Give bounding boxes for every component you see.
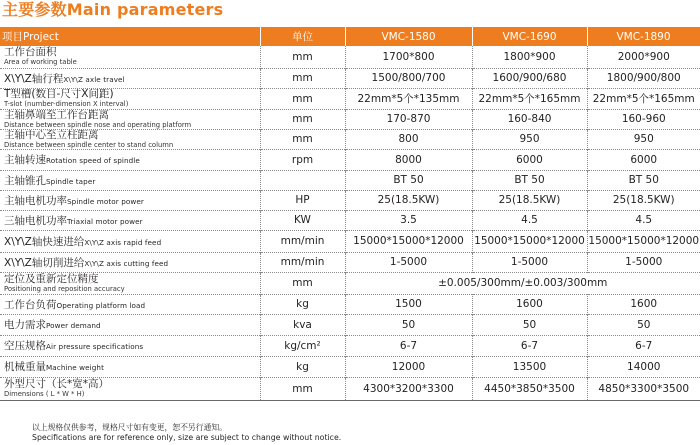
param-name-zh: 定位及重新定位精度 [4, 272, 99, 285]
param-name-en: Dimensions ( L * W * H) [4, 390, 85, 398]
table-row [0, 170, 700, 190]
param-name [0, 88, 260, 109]
param-name-en: Rotation speed of spindle [46, 156, 140, 165]
param-name-zh: 外型尺寸（长*宽*高） [4, 378, 109, 390]
table-row [0, 210, 700, 230]
param-unit: mm [260, 129, 345, 149]
param-name [0, 149, 260, 170]
table-row [0, 230, 700, 252]
param-unit: mm [260, 377, 345, 400]
param-value: 1600/900/680 [472, 68, 587, 88]
param-name-zh: 三轴电机功率 [4, 214, 67, 227]
param-name-en: X\Y\Z axis cutting feed [84, 258, 169, 268]
param-name-en: X\Y\Z axis rapid feed [84, 237, 162, 247]
param-value: 1600 [587, 294, 700, 314]
param-unit: mm [260, 109, 345, 129]
param-unit: HP [260, 190, 345, 210]
table-row [0, 294, 700, 314]
param-name [0, 190, 260, 210]
table-row [0, 335, 700, 356]
param-name [0, 272, 260, 294]
param-value: 6-7 [472, 335, 587, 356]
param-value: 1500 [345, 294, 472, 314]
param-value: 170-870 [345, 109, 472, 129]
table-row [0, 109, 700, 129]
param-value: 15000*15000*12000 [345, 230, 472, 252]
param-value: 6000 [587, 149, 700, 170]
param-value: 950 [587, 129, 700, 149]
param-unit: rpm [260, 149, 345, 170]
param-value: 1700*800 [345, 46, 472, 68]
param-value: 15000*15000*12000 [472, 230, 587, 252]
param-name-en: Positioning and reposition accuracy [4, 284, 125, 293]
param-name-zh: 机械重量 [4, 361, 46, 373]
param-name [0, 46, 260, 68]
param-name-zh: T型槽(数目-尺寸X间距) [4, 88, 114, 100]
table-row [0, 314, 700, 335]
param-unit: mm [260, 272, 345, 294]
param-value: 6000 [472, 149, 587, 170]
param-name-en: Distance between spindle center to stand column [4, 140, 174, 149]
param-unit: mm/min [260, 230, 345, 252]
param-name-en: T-slot (number-dimension X interval) [4, 100, 129, 108]
param-name-en: Distance between spindle nose and operating platform [4, 120, 192, 129]
param-value: 1-5000 [587, 252, 700, 272]
param-name [0, 377, 260, 400]
param-name-zh: 空压规格 [4, 340, 46, 352]
param-name-zh: 工作台面积 [4, 46, 57, 59]
param-name-en: Power demand [46, 321, 101, 330]
header-model: VMC-1890 [587, 27, 700, 46]
note-en: Specifications are for reference only, size are subject to change without notice. [32, 433, 342, 442]
param-name-zh: 主轴鼻端至工作台距离 [4, 109, 109, 121]
table-row [0, 272, 700, 294]
note-zh: 以上规格仅供参考，规格尺寸如有变更，恕不另行通知。 [32, 423, 227, 432]
param-value: 6-7 [345, 335, 472, 356]
param-value: 1-5000 [472, 252, 587, 272]
table-row [0, 68, 700, 88]
table-row [0, 46, 700, 68]
param-value: 6-7 [587, 335, 700, 356]
param-name [0, 170, 260, 190]
param-value: 4450*3850*3500 [472, 377, 587, 400]
param-value: 50 [472, 314, 587, 335]
param-name [0, 109, 260, 129]
param-name-en: Spindle taper [46, 176, 96, 186]
param-value: 25(18.5KW) [587, 190, 700, 210]
param-value: 1500/800/700 [345, 68, 472, 88]
param-value: 2000*900 [587, 46, 700, 68]
param-unit: kg/cm² [260, 335, 345, 356]
param-name [0, 68, 260, 88]
param-name-zh: X\Y\Z轴切削进给 [4, 256, 85, 269]
param-name-en: Area of working table [4, 58, 77, 67]
param-value: 12000 [345, 356, 472, 377]
param-unit: mm [260, 68, 345, 88]
table-row [0, 88, 700, 109]
spec-table-body [0, 46, 700, 400]
param-value: 25(18.5KW) [345, 190, 472, 210]
param-unit: kg [260, 356, 345, 377]
param-name [0, 356, 260, 377]
table-row [0, 129, 700, 149]
param-unit: mm [260, 88, 345, 109]
param-name-en: X\Y\Z axle travel [63, 74, 125, 84]
param-value: 160-840 [472, 109, 587, 129]
param-value: 22mm*5个*135mm [345, 88, 472, 109]
table-row [0, 149, 700, 170]
param-value: 8000 [345, 149, 472, 170]
param-unit: kg [260, 294, 345, 314]
param-name [0, 210, 260, 230]
table-row [0, 252, 700, 272]
param-value: BT 50 [587, 170, 700, 190]
param-value: BT 50 [472, 170, 587, 190]
param-name-zh: 主轴电机功率 [4, 194, 67, 207]
param-name [0, 294, 260, 314]
spec-table [0, 27, 700, 401]
param-name-en: Machine weight [46, 363, 105, 372]
table-row [0, 190, 700, 210]
param-value-merged: ±0.005/300mm/±0.003/300mm [345, 272, 700, 294]
param-value: 4300*3200*3300 [345, 377, 472, 400]
param-value: 160-960 [587, 109, 700, 129]
param-name [0, 335, 260, 356]
param-name-zh: X\Y\Z轴行程 [4, 72, 64, 85]
param-name-en: Air pressure specifications [46, 342, 144, 351]
param-value: 1800*900 [472, 46, 587, 68]
header-unit: 单位 [260, 27, 345, 46]
param-unit: mm [260, 46, 345, 68]
param-unit [260, 170, 345, 190]
table-header-row [0, 27, 700, 46]
param-value: 4850*3300*3500 [587, 377, 700, 400]
param-value: 13500 [472, 356, 587, 377]
param-value: 1800/900/800 [587, 68, 700, 88]
param-unit: kva [260, 314, 345, 335]
param-value: 22mm*5个*165mm [472, 88, 587, 109]
param-name-en: Operating platform load [56, 300, 146, 310]
param-name [0, 252, 260, 272]
param-name [0, 129, 260, 149]
param-value: 800 [345, 129, 472, 149]
param-name-zh: 电力需求 [4, 319, 46, 331]
param-value: 3.5 [345, 210, 472, 230]
param-name [0, 314, 260, 335]
param-name-zh: X\Y\Z轴快速进给 [4, 235, 85, 248]
param-value: 22mm*5个*165mm [587, 88, 700, 109]
param-value: 1600 [472, 294, 587, 314]
param-value: 15000*15000*12000 [587, 230, 700, 252]
param-unit: KW [260, 210, 345, 230]
table-row [0, 356, 700, 377]
param-name-zh: 工作台负荷 [4, 298, 57, 311]
param-value: 4.5 [472, 210, 587, 230]
param-value: BT 50 [345, 170, 472, 190]
page-title: 主要参数Main parameters [2, 0, 224, 19]
param-value: 25(18.5KW) [472, 190, 587, 210]
header-model: VMC-1690 [472, 27, 587, 46]
param-name-en: Triaxial motor power [67, 216, 143, 226]
param-value: 1-5000 [345, 252, 472, 272]
param-name-zh: 主轴锥孔 [4, 174, 46, 187]
param-name [0, 230, 260, 252]
table-row [0, 377, 700, 400]
param-name-zh: 主轴转速 [4, 154, 46, 166]
param-value: 14000 [587, 356, 700, 377]
param-name-en: Spindle motor power [67, 196, 144, 206]
param-value: 950 [472, 129, 587, 149]
param-name-zh: 主轴中心至立柱距离 [4, 129, 99, 141]
param-value: 4.5 [587, 210, 700, 230]
param-value: 50 [587, 314, 700, 335]
header-model: VMC-1580 [345, 27, 472, 46]
header-project: 项目Project [0, 27, 260, 46]
param-unit: mm/min [260, 252, 345, 272]
param-value: 50 [345, 314, 472, 335]
